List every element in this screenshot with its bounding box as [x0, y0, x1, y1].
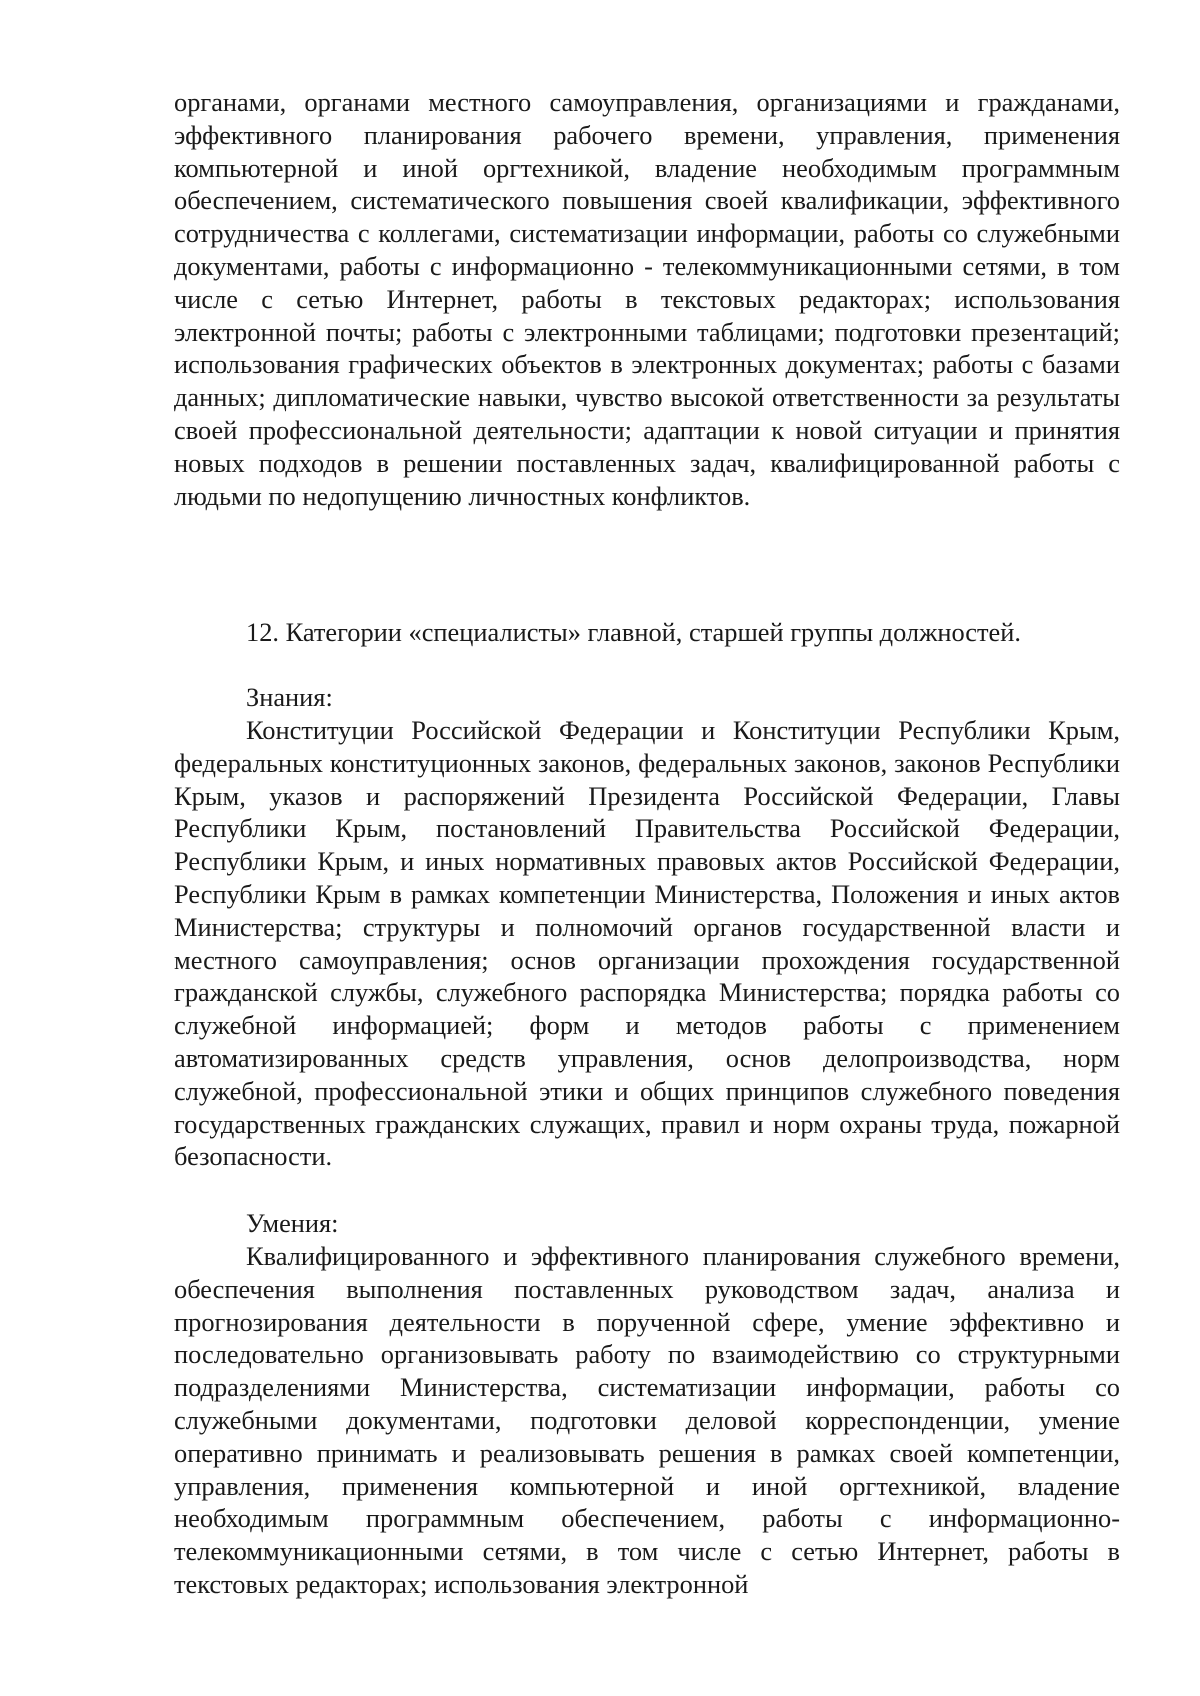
- section-heading: 12. Категории «специалисты» главной, старшей группы должностей.: [246, 617, 1021, 647]
- skills-label: Умения:: [246, 1208, 339, 1238]
- knowledge-label: Знания:: [246, 682, 333, 712]
- skills-paragraph: Квалифицированного и эффективного планирования служебного времени, обеспечения выполнения поставленных руководством задач, анализа и прогнозирования деятельности в порученной сфере, умение эффективно и последовательно организовывать работу по взаимодействию со структурными подразделениями Министерства, систематизации информации, работы со служебными документами, подготовки деловой корреспонденции, умение оперативно принимать и реализовывать решения в рамках своей компетенции, управления, применения компьютерной и иной оргтехникой, владение необходимым программным обеспечением, работы с информационно-телекоммуникационными сетями, в том числе с сетью Интернет, работы в текстовых редакторах; использования электронной: [174, 1241, 1120, 1599]
- knowledge-paragraph: Конституции Российской Федерации и Конституции Республики Крым, федеральных конституционных законов, федеральных законов, законов Республики Крым, указов и распоряжений Президента Российской Федерации, Главы Республики Крым, постановлений Правительства Российской Федерации, Республики Крым, и иных нормативных правовых актов Российской Федерации, Республики Крым в рамках компетенции Министерства, Положения и иных актов Министерства; структуры и полномочий органов государственной власти и местного самоуправления; основ организации прохождения государственной гражданской службы, служебного распорядка Министерства; порядка работы со служебной информацией; форм и методов работы с применением автоматизированных средств управления, основ делопроизводства, норм служебной, профессиональной этики и общих принципов служебного поведения государственных гражданских служащих, правил и норм охраны труда, пожарной безопасности.: [174, 715, 1120, 1172]
- continuation-paragraph: органами, органами местного самоуправления, организациями и гражданами, эффективного планирования рабочего времени, управления, применения компьютерной и иной оргтехникой, владение необходимым программным обеспечением, систематического повышения своей квалификации, эффективного сотрудничества с коллегами, систематизации информации, работы со служебными документами, работы с информационно - телекоммуникационными сетями, в том числе с сетью Интернет, работы в текстовых редакторах; использования электронной почты; работы с электронными таблицами; подготовки презентаций; использования графических объектов в электронных документах; работы с базами данных; дипломатические навыки, чувство высокой ответственности за результаты своей профессиональной деятельности; адаптации к новой ситуации и принятия новых подходов в решении поставленных задач, квалифицированной работы с людьми по недопущению личностных конфликтов.: [174, 87, 1120, 511]
